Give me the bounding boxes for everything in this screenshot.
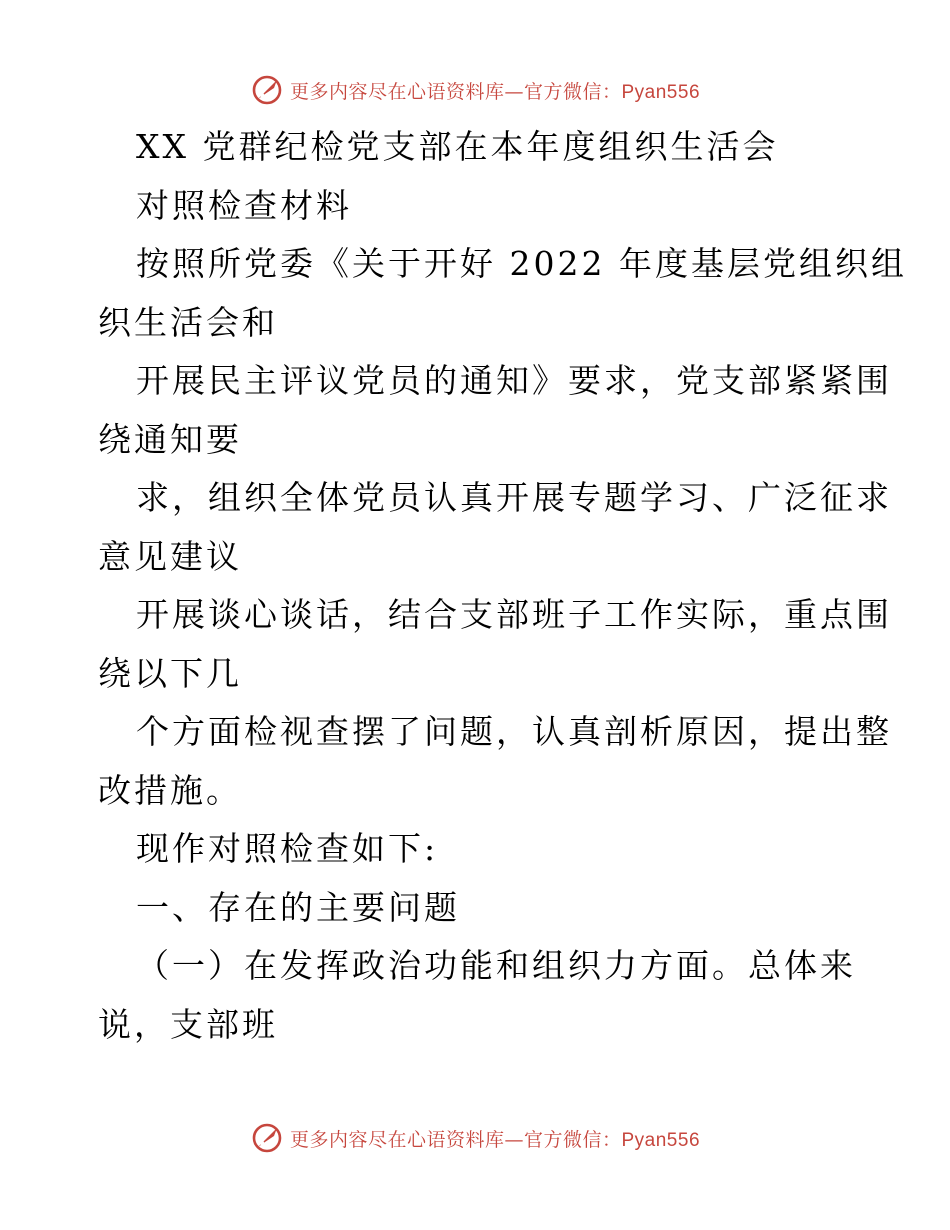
paragraph-line: 按照所党委《关于开好 2022 年度基层党组织组 [136, 244, 907, 283]
paragraph-line: 绕通知要 [98, 419, 242, 459]
paragraph-line: 开展谈心谈话，结合支部班子工作实际，重点围 [136, 595, 892, 634]
document-subtitle-line: 对照检查材料 [136, 185, 352, 225]
quill-seal-icon [250, 73, 284, 107]
document-title-line: XX 党群纪检党支部在本年度组织生活会 [136, 127, 779, 166]
document-body [98, 118, 907, 1054]
watermark-text: 更多内容尽在心语资料库—官方微信： [289, 80, 622, 103]
watermark-text: 更多内容尽在心语资料库—官方微信： [289, 1128, 622, 1151]
paragraph-line: 个方面检视查摆了问题，认真剖析原因，提出整 [136, 712, 892, 751]
paragraph-line: 开展民主评议党员的通知》要求，党支部紧紧围 [136, 361, 892, 400]
paragraph-line: 意见建议 [98, 536, 242, 576]
paragraph-line: 绕以下几 [98, 653, 242, 693]
subsection-heading: （一）在发挥政治功能和组织力方面。总体来 [136, 946, 856, 985]
paragraph-line: 改措施。 [98, 770, 242, 810]
paragraph-line: 织生活会和 [98, 302, 278, 342]
watermark-wechat-id: Pyan556 [621, 81, 701, 103]
watermark-banner [250, 1121, 700, 1155]
paragraph-line: 现作对照检查如下: [136, 829, 439, 868]
paragraph-line: 说，支部班 [98, 1004, 278, 1044]
section-heading: 一、存在的主要问题 [136, 887, 460, 927]
paragraph-line: 求，组织全体党员认真开展专题学习、广泛征求 [136, 478, 892, 517]
quill-seal-icon [250, 1121, 284, 1155]
watermark-banner [250, 73, 700, 107]
watermark-wechat-id: Pyan556 [621, 1129, 701, 1151]
header-watermark [0, 70, 950, 110]
footer-watermark [0, 1118, 950, 1158]
